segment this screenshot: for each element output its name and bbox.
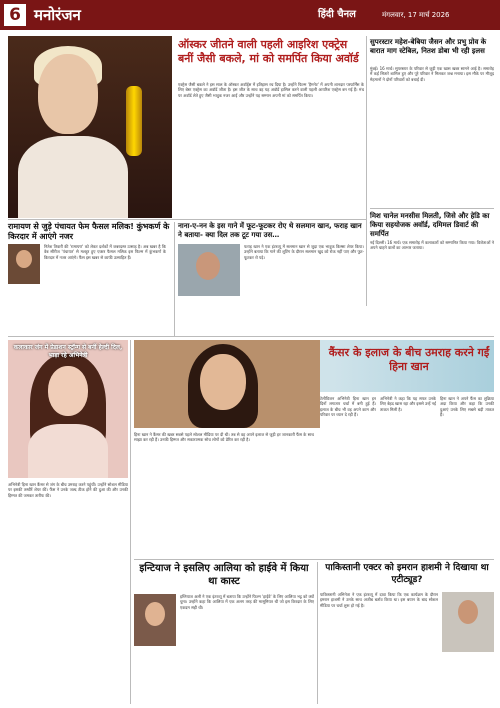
channel-logo: हिंदी चैनल	[318, 9, 356, 20]
imran-photo	[442, 592, 494, 652]
alia-headline: इन्टियाज ने इसलिए आलिया को हाईवे में किया था कास्ट	[139, 563, 309, 587]
column-divider	[317, 562, 318, 704]
sidebar-headline-2: मिश चानेल मनसीस मिलती, जिसे और हेडि का किया सहयोजक अवॉर्ड, दमिमल डिवार्ट की समर्पित	[370, 212, 490, 238]
oscar-photo	[8, 36, 172, 218]
section-divider	[8, 219, 366, 220]
ramayan-article-body: नितेश तिवारी की 'रामायण' को लेकर दर्शकों में जबरदस्त उत्साह है। अब खबर है कि वेब सीरीज 'पंचायत' से मशहूर हुए एक्टर फैसल मलिक इस फिल्म में कुंभकर्ण के किरदार में नजर आएंगे। फैंस इस खबर से काफी उत्साहित हैं।	[44, 244, 166, 260]
section-divider	[8, 336, 494, 337]
ramayan-photo	[8, 244, 40, 284]
masthead	[0, 0, 500, 30]
page-number: 6	[4, 4, 26, 26]
sidebar-body-2: नई दिल्ली। 16 मार्च। एक समारोह में कलाकारों को सम्मानित किया गया। विजेताओं ने अपने चाहने वालों का आभार जताया।	[370, 240, 494, 251]
section-divider	[370, 208, 494, 209]
ramayan-headline: रामायण से जुड़े पंचायत फेम फैसल मलिक! कुंभकर्ण के किरदार में आएंगे नजर	[8, 222, 170, 241]
oscar-statue-icon	[126, 86, 142, 156]
oscar-headline: ऑस्कर जीतने वाली पहली आइरिश एक्ट्रेस बनीं जैसी बकले, मां को समर्पित किया अवॉर्ड	[178, 38, 359, 65]
hina-article-body-4: हिना खान ने अपने फैंस का शुक्रिया अदा किया और कहा कि उनकी दुआएं उनके लिए सबसे बड़ी ताकत हैं।	[440, 396, 494, 418]
nana-headline: नाना-ए-नन के इस गाने में फूट-फूटकर रोए थे सलमान खान, फराह खान ने बताया- क्या दिल तक टूट गया उस…	[178, 222, 362, 239]
alia-article-body: इम्तियाज अली ने एक इंटरव्यू में बताया कि उन्होंने फिल्म 'हाईवे' के लिए आलिया भट्ट को क्यों चुना। उन्होंने कहा कि आलिया में एक अलग तरह की मासूमियत थी जो इस किरदार के लिए एकदम सही थी।	[180, 594, 314, 610]
column-divider	[366, 36, 367, 306]
nana-photo	[178, 244, 240, 296]
hina-photo-caption: कलाकार जंग में प्रेडाशन स्ट्रॉन्ग से बनीं हेल्दी दिल, भाड़ा रहे अभिनेत्री	[13, 344, 123, 359]
column-divider	[174, 222, 175, 336]
issue-date: मंगलवार, 17 मार्च 2026	[382, 11, 450, 19]
column-divider	[130, 340, 131, 704]
alia-photo	[134, 594, 176, 646]
oscar-article-body: एक्ट्रेस जैसी बकले ने इस साल के ऑस्कर अवॉर्ड्स में इतिहास रच दिया है। उन्होंने फिल्म 'हैमनेट' में अपनी शानदार परफॉर्मेंस के लिए बेस्ट एक्ट्रेस का अवॉर्ड जीता है। इस जीत के साथ वह यह अवॉर्ड हासिल करने वाली पहली आयरिश एक्ट्रेस बन गई हैं। मंच पर अवॉर्ड लेते हुए जैसी भावुक नजर आईं और उन्होंने यह सम्मान अपनी मां को समर्पित किया।	[178, 82, 364, 98]
sidebar-headline-1: सुपरस्टार महेश-बेबिया जैसन और प्रभु प्रोव के बारात माग स्टेबिल, नितश डोबा भी रही इलस	[370, 38, 487, 55]
nana-article-body: फराह खान ने एक इंटरव्यू में सलमान खान से जुड़ा एक भावुक किस्सा शेयर किया। उन्होंने बताया कि गाने की शूटिंग के दौरान सलमान खुद को रोक नहीं पाए और फूट-फूटकर रो पड़े।	[244, 244, 364, 260]
hina-article-body-1: अभिनेत्री हिना खान कैंसर से जंग के बीच उमराह करने पहुंचीं। उन्होंने सोशल मीडिया पर इसकी तस्वीरें शेयर कीं। फैंस ने उनके जल्द ठीक होने की दुआ की और उनकी हिम्मत की जमकर तारीफ की।	[8, 482, 128, 498]
hina-photo	[8, 340, 128, 478]
sidebar-body-1: मुंबई। 16 मार्च। सुपरस्टार के परिवार से जुड़ी एक खास खबर सामने आई है। समारोह में कई सितारे शामिल हुए और पूरे परिवार ने मिलकर जश्न मनाया। इस मौके पर मौजूद मेहमानों ने दोनों परिवारों को बधाई दी।	[370, 66, 494, 82]
hina-headline: कैंसर के इलाज के बीच उमराह करने गईं हिना खान	[328, 346, 490, 373]
imran-headline: पाकिस्तानी एक्टर को इमरान हाशमी ने दिखाया था एटीट्यूड?	[325, 563, 489, 585]
section-divider	[134, 559, 494, 560]
hina-photo-2	[134, 340, 320, 428]
hina-article-body-2: टेलीविजन अभिनेत्री हिना खान इन दिनों लगातार चर्चा में बनी हुई हैं। इलाज के बीच भी वह अपने काम और परिवार पर ध्यान दे रही हैं।	[320, 396, 376, 418]
section-title: मनोरंजन	[34, 6, 81, 24]
imran-article-body: पाकिस्तानी अभिनेता ने एक इंटरव्यू में दावा किया कि एक कार्यक्रम के दौरान इमरान हाशमी ने उनके साथ अजीब बर्ताव किया था। इस बयान के बाद सोशल मीडिया पर चर्चा शुरू हो गई है।	[320, 592, 438, 608]
hina-article-body-5: हिना खान ने कैंसर की खबर सबसे पहले सोशल मीडिया पर दी थी। तब से वह अपने इलाज से जुड़ी हर जानकारी फैंस के साथ साझा कर रही हैं। उनकी हिम्मत और सकारात्मक सोच लोगों को प्रेरित कर रही है।	[134, 432, 314, 443]
hina-article-body-3: अभिनेत्री ने कहा कि यह सफर उनके लिए बेहद खास रहा और इससे उन्हें नई ताकत मिली है।	[380, 396, 436, 412]
